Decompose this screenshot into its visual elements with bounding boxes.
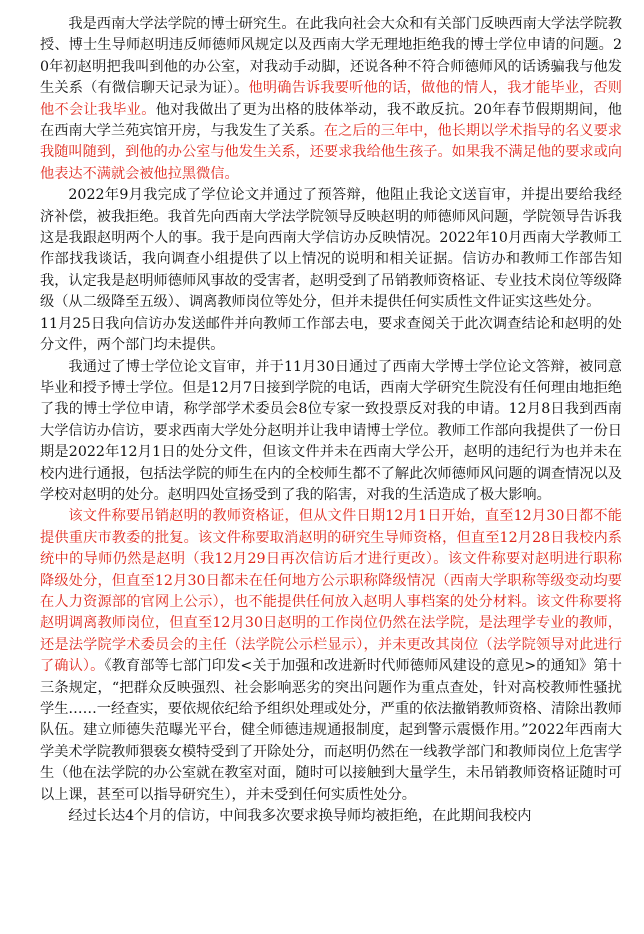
paragraph-2 [40,185,622,313]
highlighted-text-segment: 他明确告诉我要听他的话，做他的情人，我才能毕业，否则他不会让我毕业。 [40,80,622,118]
text-segment: 我通过了博士学位论文盲审，并于11月30日通过了西南大学博士学位论文答辩，被同意毕业和授予博士学位。但是12月7日接到学院的电话，西南大学研究生院没有任何理由地拒绝了我的博士学位申请，称学部学术委员会8位专家一致投票反对我的申请。12月8日我到西南大学信访办信访，要求西南大学处分赵明并让我申请博士学位。教师工作部向我提供了一份日期是2022年12月1日的处分文件，但该文件并未在西南大学公开，赵明的违纪行为也并未在校内进行通报，包括法学院的师生在内的全校师生都不了解此次师德师风问题的调查情况以及学校对赵明的处分。赵明四处宣扬受到了我的陷害，对我的生活造成了极大影响。 [40,358,622,503]
text-segment: 他对我做出了更为出格的肢体举动，我不敢反抗。20年春节假期期间，他在西南大学兰苑宾馆开房，与我发生了关系。 [40,101,622,140]
paragraph-1 [40,14,622,185]
paragraph-5 [40,506,622,806]
highlighted-text-segment: 该文件称要吊销赵明的教师资格证，但从文件日期12月1日开始，直至12月30日都不能提供重庆市教委的批复。该文件称要取消赵明的研究生导师资格，但直至12月28日我校内系统中的导师仍然是赵明（我12月29日再次信访后才进行更改）。该文件称要对赵明进行职称降级处分，但直至12月30日都未在任何地方公示职称降级情况（西南大学职称等级变动均要在人力资源部的官网上公示），也不能提供任何放入赵明人事档案的处分材料。该文件称要将赵明调离教师岗位，但直至12月30日赵明的工作岗位仍然在法学院，是法理学专业的教师，还是法学院学术委员会的主任（法学院公示栏显示），并未更改其岗位（法学院领导对此进行了确认）。 [40,508,622,675]
text-segment: 2022年9月我完成了学位论文并通过了预答辩，他阻止我论文送盲审，并提出要给我经济补偿，被我拒绝。我首先向西南大学法学院领导反映赵明的师德师风问题，学院领导告诉我这是我跟赵明两个人的事。我于是向西南大学信访办反映情况。2022年10月西南大学教师工作部找我谈话，我向调查小组提供了以上情况的说明和相关证据。信访办和教师工作部告知我，认定我是赵明师德师风事故的受害者，赵明受到了吊销教师资格证、专业技术岗位等级降级（从二级降至五级）、调离教师岗位等处分，但并未提供任何实质性文件证实这些处分。 [40,187,622,311]
paragraph-6 [40,806,622,827]
paragraph-3 [40,314,622,357]
text-segment: 11月25日我向信访办发送邮件并向教师工作部去电，要求查阅关于此次调查结论和赵明的处分文件，两个部门均未提供。 [40,315,622,354]
highlighted-text-segment: 在之后的三年中，他长期以学术指导的名义要求我随叫随到，到他的办公室与他发生关系，还要求我给他生孩子。如果我不满足他的要求或向他表达不满就会被他拉黑微信。 [40,123,622,182]
text-segment: 经过长达4个月的信访，中间我多次要求换导师均被拒绝，在此期间我校内 [68,808,532,825]
text-segment: 我是西南大学法学院的博士研究生。在此我向社会大众和有关部门反映西南大学法学院教授、博士生导师赵明违反师德师风规定以及西南大学无理地拒绝我的博士学位申请的问题。20年初赵明把我叫到他的办公室，对我动手动脚，还说各种不符合师德师风的话诱骗我与他发生关系（有微信聊天记录为证）。 [40,16,622,97]
paragraph-4 [40,357,622,507]
text-segment: 《教育部等七部门印发<关于加强和改进新时代师德师风建设的意见>的通知》第十三条规定，“把群众反映强烈、社会影响恶劣的突出问题作为重点查处，针对高校教师性骚扰学生……一经查实，要依规依纪给予组织处理或处分，严重的依法撤销教师资格、清除出教师队伍。建立师德失范曝光平台，健全师德违规通报制度，起到警示震慑作用。”2022年西南大学美术学院教师猥亵女模特受到了开除处分，而赵明仍然在一线教学部门和教师岗位上危害学生（他在法学院的办公室就在教室对面，随时可以接触到大量学生，未吊销教师资格证随时可以上课，甚至可以指导研究生），并未受到任何实质性处分。 [40,658,622,803]
